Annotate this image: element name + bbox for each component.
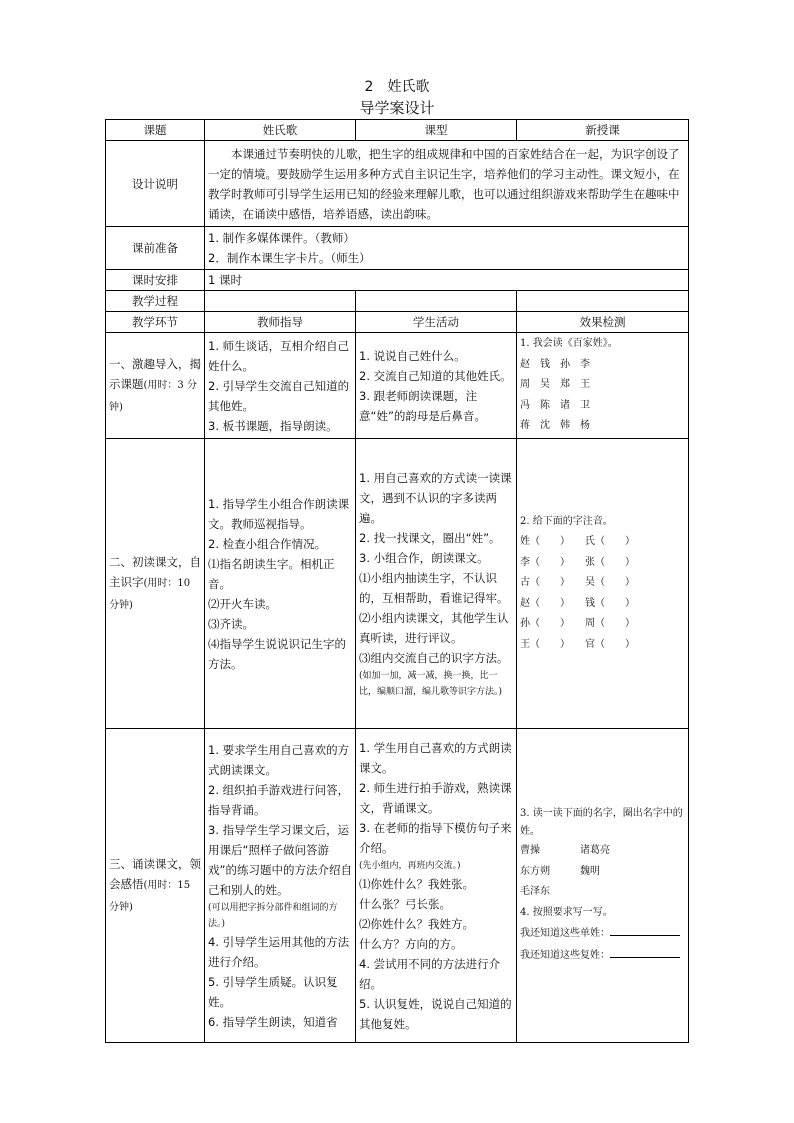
student-step: ⑵小组内读课文，其他学生认真听读，进行评议。 [359, 610, 509, 645]
student-note: (先小组内，再班内交流。) [359, 860, 461, 871]
person-name: 毛泽东 [520, 886, 550, 897]
pinyin-item: 姓（ ） [520, 536, 565, 548]
teacher-step: 1. 要求学生用自己喜欢的方式朗读课文。 [208, 742, 350, 777]
answer-blank[interactable] [610, 945, 680, 958]
section-row-1 [106, 333, 689, 439]
pinyin-item: 吴（ ） [585, 577, 635, 589]
surname-line: 冯 陈 诸 卫 [520, 399, 590, 411]
teacher-note: (可以用把字拆分部件和组词的方法。) [208, 902, 338, 929]
person-name: 魏明 [580, 865, 600, 877]
teacher-step: 3. 板书课题，指导朗读。 [208, 418, 338, 433]
schedule-label: 课时安排 [106, 270, 205, 291]
empty-cell [517, 291, 689, 312]
design-row [106, 141, 689, 227]
student-step: 4. 尝试用不同的方法进行介绍。 [359, 956, 501, 991]
answer-blank[interactable] [610, 923, 680, 936]
surname-line: 赵 钱 孙 李 [520, 358, 590, 370]
student-step: 什么方？方向的方。 [359, 936, 463, 951]
teacher-step: 6. 指导学生朗读，知道省 [208, 1014, 338, 1029]
teacher-cell [205, 729, 356, 1043]
teacher-cell [205, 333, 356, 439]
answer-line [520, 923, 685, 945]
prep-list [205, 227, 689, 270]
name-row [520, 862, 685, 883]
student-step: 1. 学生用自己喜欢的方式朗读课文。 [359, 740, 512, 775]
student-cell [356, 729, 517, 1043]
stage-time: (用时：3 分钟) [109, 379, 197, 413]
name-row [520, 882, 685, 903]
student-step: 1. 用自己喜欢的方式读一读课文，遇到不认识的字多读两遍。 [359, 470, 512, 525]
answer-prompt: 我还知道这些复姓： [520, 949, 610, 961]
student-step: 5. 认识复姓，说说自己知道的其他复姓。 [359, 996, 512, 1031]
subject-value: 姓氏歌 [205, 120, 356, 141]
check-task: 4. 按照要求写一写。 [520, 906, 613, 918]
student-step: ⑴你姓什么？我姓张。 [359, 876, 474, 891]
surname-line: 周 吴 郑 王 [520, 379, 590, 391]
teacher-step: 2. 引导学生交流自己知道的其他姓。 [208, 378, 350, 413]
pinyin-item: 王（ ） [520, 638, 565, 650]
subject-label: 课题 [106, 120, 205, 141]
lesson-type-label: 课型 [356, 120, 517, 141]
check-title: 3. 读一读下面的名字，圈出名字中的姓。 [520, 808, 683, 837]
lesson-type-value: 新授课 [517, 120, 689, 141]
stage-cell [106, 333, 205, 439]
pinyin-row [520, 553, 685, 574]
person-name: 曹操 [520, 845, 540, 856]
name-row [520, 841, 685, 862]
student-step: ⑵你姓什么？我姓方。 [359, 916, 474, 931]
page-subtitle: 导学案设计 [359, 99, 435, 117]
answer-line [520, 945, 685, 967]
teacher-step: 4. 引导学生运用其他的方法进行介绍。 [208, 934, 350, 969]
surname-line: 蒋 沈 韩 杨 [520, 420, 590, 432]
student-step: 3. 在老师的指导下模仿句子来介绍。 [359, 820, 512, 855]
answer-prompt: 我还知道这些单姓： [520, 928, 610, 939]
pinyin-row [520, 614, 685, 635]
student-step: 2. 师生进行拍手游戏，熟读课文，背诵课文。 [359, 780, 512, 815]
col-header-stage: 教学环节 [106, 312, 205, 333]
pinyin-item: 古（ ） [520, 577, 565, 589]
teacher-step: 2. 检查小组合作情况。 [208, 536, 327, 551]
student-step: 3. 跟老师朗读课题，注意“姓”的韵母是后鼻音。 [359, 388, 486, 423]
process-row [106, 291, 689, 312]
check-cell [517, 729, 689, 1043]
empty-cell [356, 291, 517, 312]
teacher-step: ⑴指名朗读生字。相机正音。 [208, 556, 335, 591]
teacher-step: ⑶齐读。 [208, 616, 254, 631]
teacher-step: ⑷指导学生说说识记生字的方法。 [208, 636, 346, 671]
empty-cell [205, 291, 356, 312]
check-title: 1. 我会读《百家姓》。 [520, 338, 618, 350]
stage-time: (用时：15 分钟) [109, 879, 191, 913]
student-step: 1. 说说自己姓什么。 [359, 348, 466, 363]
teacher-step: 5. 引导学生质疑。认识复姓。 [208, 974, 338, 1009]
header-row [106, 120, 689, 141]
teacher-cell [205, 439, 356, 729]
stage-cell [106, 729, 205, 1043]
pinyin-item: 孙（ ） [520, 618, 565, 630]
student-step: ⑶组内交流自己的识字方法。 [359, 650, 509, 665]
schedule-row [106, 270, 689, 291]
pinyin-item: 周（ ） [585, 618, 635, 630]
student-cell [356, 439, 517, 729]
design-text: 本课通过节奏明快的儿歌，把生字的组成规律和中国的百家姓结合在一起，为识字创设了一定的情境。要鼓励学生运用多种方式自主识记生字，培养他们的学习主动性。课文短小，在教学时教师可引导学生运用已知的经验来理解儿歌，也可以通过组织游戏来帮助学生在趣味中诵读，在诵读中感悟，培养语感，读出韵味。 [205, 141, 689, 227]
pinyin-item: 赵（ ） [520, 597, 565, 609]
col-header-student: 学生活动 [356, 312, 517, 333]
teacher-step: 1. 师生谈话，互相介绍自己姓什么。 [208, 338, 350, 373]
student-step: 2. 交流自己知道的其他姓氏。 [359, 368, 512, 383]
column-header-row [106, 312, 689, 333]
stage-name: 一、激趣导入，揭示课题 [109, 356, 201, 391]
prep-item: 1. 制作多媒体课件。（教师） [208, 231, 355, 245]
section-row-2 [106, 439, 689, 729]
prep-item: 2．制作本课生字卡片。（师生） [208, 251, 371, 265]
student-cell [356, 333, 517, 439]
person-name: 东方朔 [520, 865, 550, 877]
student-step: ⑴小组内抽读生字，不认识的，互相帮助，看谁记得牢。 [359, 570, 509, 605]
lesson-plan-table [105, 119, 689, 1043]
pinyin-row [520, 594, 685, 615]
student-note: (如加一加，减一减，换一换，比一比，编顺口溜，编儿歌等识字方法。) [359, 670, 503, 697]
check-title: 2. 给下面的字注音。 [520, 515, 613, 527]
pinyin-item: 氏（ ） [585, 536, 635, 548]
col-header-teacher: 教师指导 [205, 312, 356, 333]
teacher-step: ⑵开火车读。 [208, 596, 277, 611]
student-step: 3. 小组合作，朗读课文。 [359, 550, 489, 565]
teacher-step: 2. 组织拍手游戏进行问答，指导背诵。 [208, 782, 350, 817]
lesson-title: 2 姓氏歌 [364, 79, 430, 95]
teacher-step: 1. 指导学生小组合作朗读课文。教师巡视指导。 [208, 496, 350, 531]
stage-time: (用时：10 分钟) [109, 577, 191, 611]
pinyin-row [520, 573, 685, 594]
person-name: 诸葛亮 [580, 845, 610, 856]
stage-name: 二、初读课文，自主识字 [109, 554, 201, 589]
check-cell [517, 333, 689, 439]
design-label: 设计说明 [106, 141, 205, 227]
section-row-3 [106, 729, 689, 1043]
pinyin-row [520, 635, 685, 656]
pinyin-item: 张（ ） [585, 556, 635, 568]
stage-cell [106, 439, 205, 729]
col-header-check: 效果检测 [517, 312, 689, 333]
prep-label: 课前准备 [106, 227, 205, 270]
teacher-step: 3. 指导学生学习课文后，运用课后“照样子做问答游戏”的练习题中的方法介绍自己和别人的姓。 [208, 822, 352, 897]
prep-row [106, 227, 689, 270]
stage-name: 三、诵读课文，领会感悟 [109, 856, 201, 891]
process-label: 教学过程 [106, 291, 205, 312]
student-step: 什么张？弓长张。 [359, 896, 451, 911]
check-cell [517, 439, 689, 729]
student-step: 2. 找一找课文，圈出“姓”。 [359, 530, 501, 545]
pinyin-item: 李（ ） [520, 556, 565, 568]
schedule-value: 1 课时 [205, 270, 689, 291]
pinyin-row [520, 532, 685, 553]
pinyin-item: 官（ ） [585, 638, 635, 650]
pinyin-item: 钱（ ） [585, 597, 635, 609]
